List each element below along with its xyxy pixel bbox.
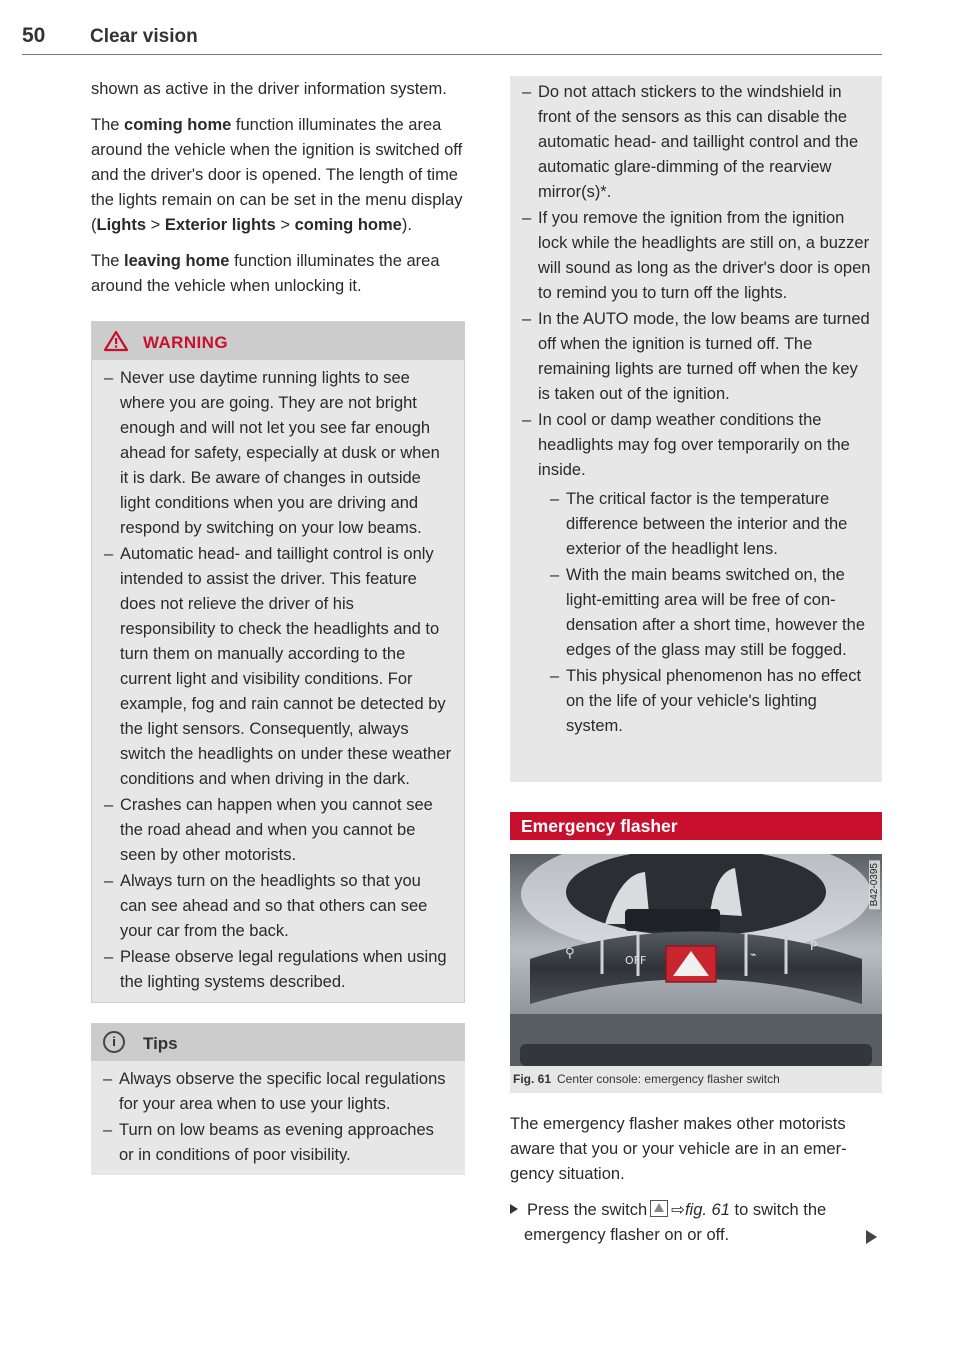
warning-item: – Never use daytime running lights to see where you are going. They are not bright enough and will not let you see far enough ahead for safety, especially at dusk or when it is dark. Be aware of changes in outside light conditions when you are driving and respond by switching on your low beams.: [104, 366, 452, 541]
figure-caption: [510, 1066, 882, 1093]
menu-exterior-lights: Exterior lights: [164, 216, 276, 234]
warning-item: – Always turn on the headlights so that you can see ahead and so that others can see your car from the back.: [104, 869, 452, 944]
warning-item: – Crashes can happen when you cannot see the road ahead and when you cannot be seen by other motorists.: [104, 793, 452, 868]
notes-box: [510, 76, 882, 782]
warning-list: [92, 360, 464, 1002]
figure-code: B42-0395: [869, 860, 880, 909]
page-number: 50: [22, 24, 46, 47]
warning-item: – Automatic head- and taillight control is only intended to assist the driver. This feature does not relieve the driver of his responsibility to check the headlights and to turn them on manually according to the current light and visibility conditions. For example, fog and rain cannot be detected by the light sensors. Consequently, always switch the headlights on under these weather conditions and when driving in the dark.: [104, 542, 452, 792]
coming-home-term: coming home: [124, 116, 232, 134]
leaving-home-term: leaving home: [124, 252, 230, 270]
info-icon: i: [103, 1031, 125, 1053]
tips-item: – Turn on low beams as evening approaches or in conditions of poor visibility.: [103, 1118, 453, 1168]
tips-list: [91, 1061, 465, 1175]
note-item: – Do not attach stickers to the windshield in front of the sensors as this can disable the automatic head- and taillight control and the automatic glare-dimming of the rearview mirror(s)*.: [522, 80, 874, 205]
subnotes-list: [538, 483, 874, 739]
tips-item: – Always observe the specific local regulations for your area when to use your lights.: [103, 1067, 453, 1117]
continue-arrow-icon: [866, 1230, 877, 1244]
warning-triangle-icon: [103, 330, 129, 352]
emergency-flasher-text: [510, 1112, 882, 1259]
hazard-switch-icon: [650, 1200, 668, 1217]
menu-coming-home: coming home: [294, 216, 402, 234]
left-column: [91, 77, 465, 1175]
note-item: – If you remove the ignition from the ignition lock while the headlights are still on, a buzzer will sound as long as the driver's door is open to remind you to turn off the lights.: [522, 206, 874, 306]
figure-label: Fig. 61: [513, 1072, 552, 1086]
subnote-item: – The critical factor is the temperature difference between the interior and the exterior of the headlight lens.: [550, 487, 866, 562]
figure-caption-text: Center console: emergency flasher switch: [557, 1072, 780, 1086]
svg-text:P: P: [810, 939, 818, 953]
warning-title: WARNING: [143, 333, 228, 352]
svg-text:OFF: OFF: [625, 954, 647, 967]
coming-home-paragraph: The coming home function illuminates the area around the vehicle when the ignition is switched off and the driver's door is opened. The length of time the lights remain on can be set in the menu display (Lights > Exterior lights > coming home).: [91, 116, 463, 234]
menu-lights: Lights: [96, 216, 146, 234]
page-header: [22, 22, 882, 55]
tips-header: [91, 1023, 465, 1061]
subnote-item: – This physical phenomenon has no effect on the life of your vehicle's lighting system.: [550, 664, 866, 739]
ref-arrow: ⇨: [671, 1201, 685, 1219]
body-paragraph: The emergency flasher makes other motorists aware that you or your vehicle are in an emergency situation.: [510, 1115, 847, 1183]
warning-header: [92, 322, 464, 360]
warning-item: – Please observe legal regulations when using the lighting systems described.: [104, 945, 452, 995]
warning-box: [91, 321, 465, 1003]
tips-title: Tips: [143, 1034, 178, 1053]
intro-paragraph: shown as active in the driver information system.: [91, 80, 447, 98]
note-item: – In the AUTO mode, the low beams are turned off when the ignition is turned off. The remaining lights are turned off when the key is taken out of the ignition.: [522, 307, 874, 407]
figure-reference[interactable]: fig. 61: [684, 1201, 730, 1219]
section-title: Clear vision: [90, 26, 198, 47]
subnote-item: – With the main beams switched on, the light-emitting area will be free of condensation after a short time, however the edges of the glass may still be fogged.: [550, 563, 866, 663]
svg-text:⚲: ⚲: [565, 946, 575, 961]
instruction-step: Press the switch ⇨fig. 61 to switch the emergency flasher on or off.: [510, 1198, 882, 1248]
svg-text:⌁: ⌁: [750, 948, 757, 961]
notes-list: [510, 76, 882, 739]
step-arrow-icon: [510, 1204, 518, 1214]
note-item: – In cool or damp weather conditions the headlights may fog over temporarily on the inside. – The critical factor is the temperature difference between the interior and the exterior of the headlight lens. – With the main beams switched on, the light-emitting area will be free of condensation after a short time, however the edges of the glass may still be fogged. – This physical phenomenon has no effect on the life of your vehicle's lighting system.: [522, 408, 874, 739]
leaving-home-paragraph: The leaving home function illuminates the area around the vehicle when unlocking it.: [91, 252, 440, 295]
tips-box: [91, 1023, 465, 1175]
emergency-flasher-heading: Emergency flasher: [510, 812, 882, 840]
figure-61: [510, 854, 882, 1066]
center-console-illustration: [510, 854, 882, 1066]
